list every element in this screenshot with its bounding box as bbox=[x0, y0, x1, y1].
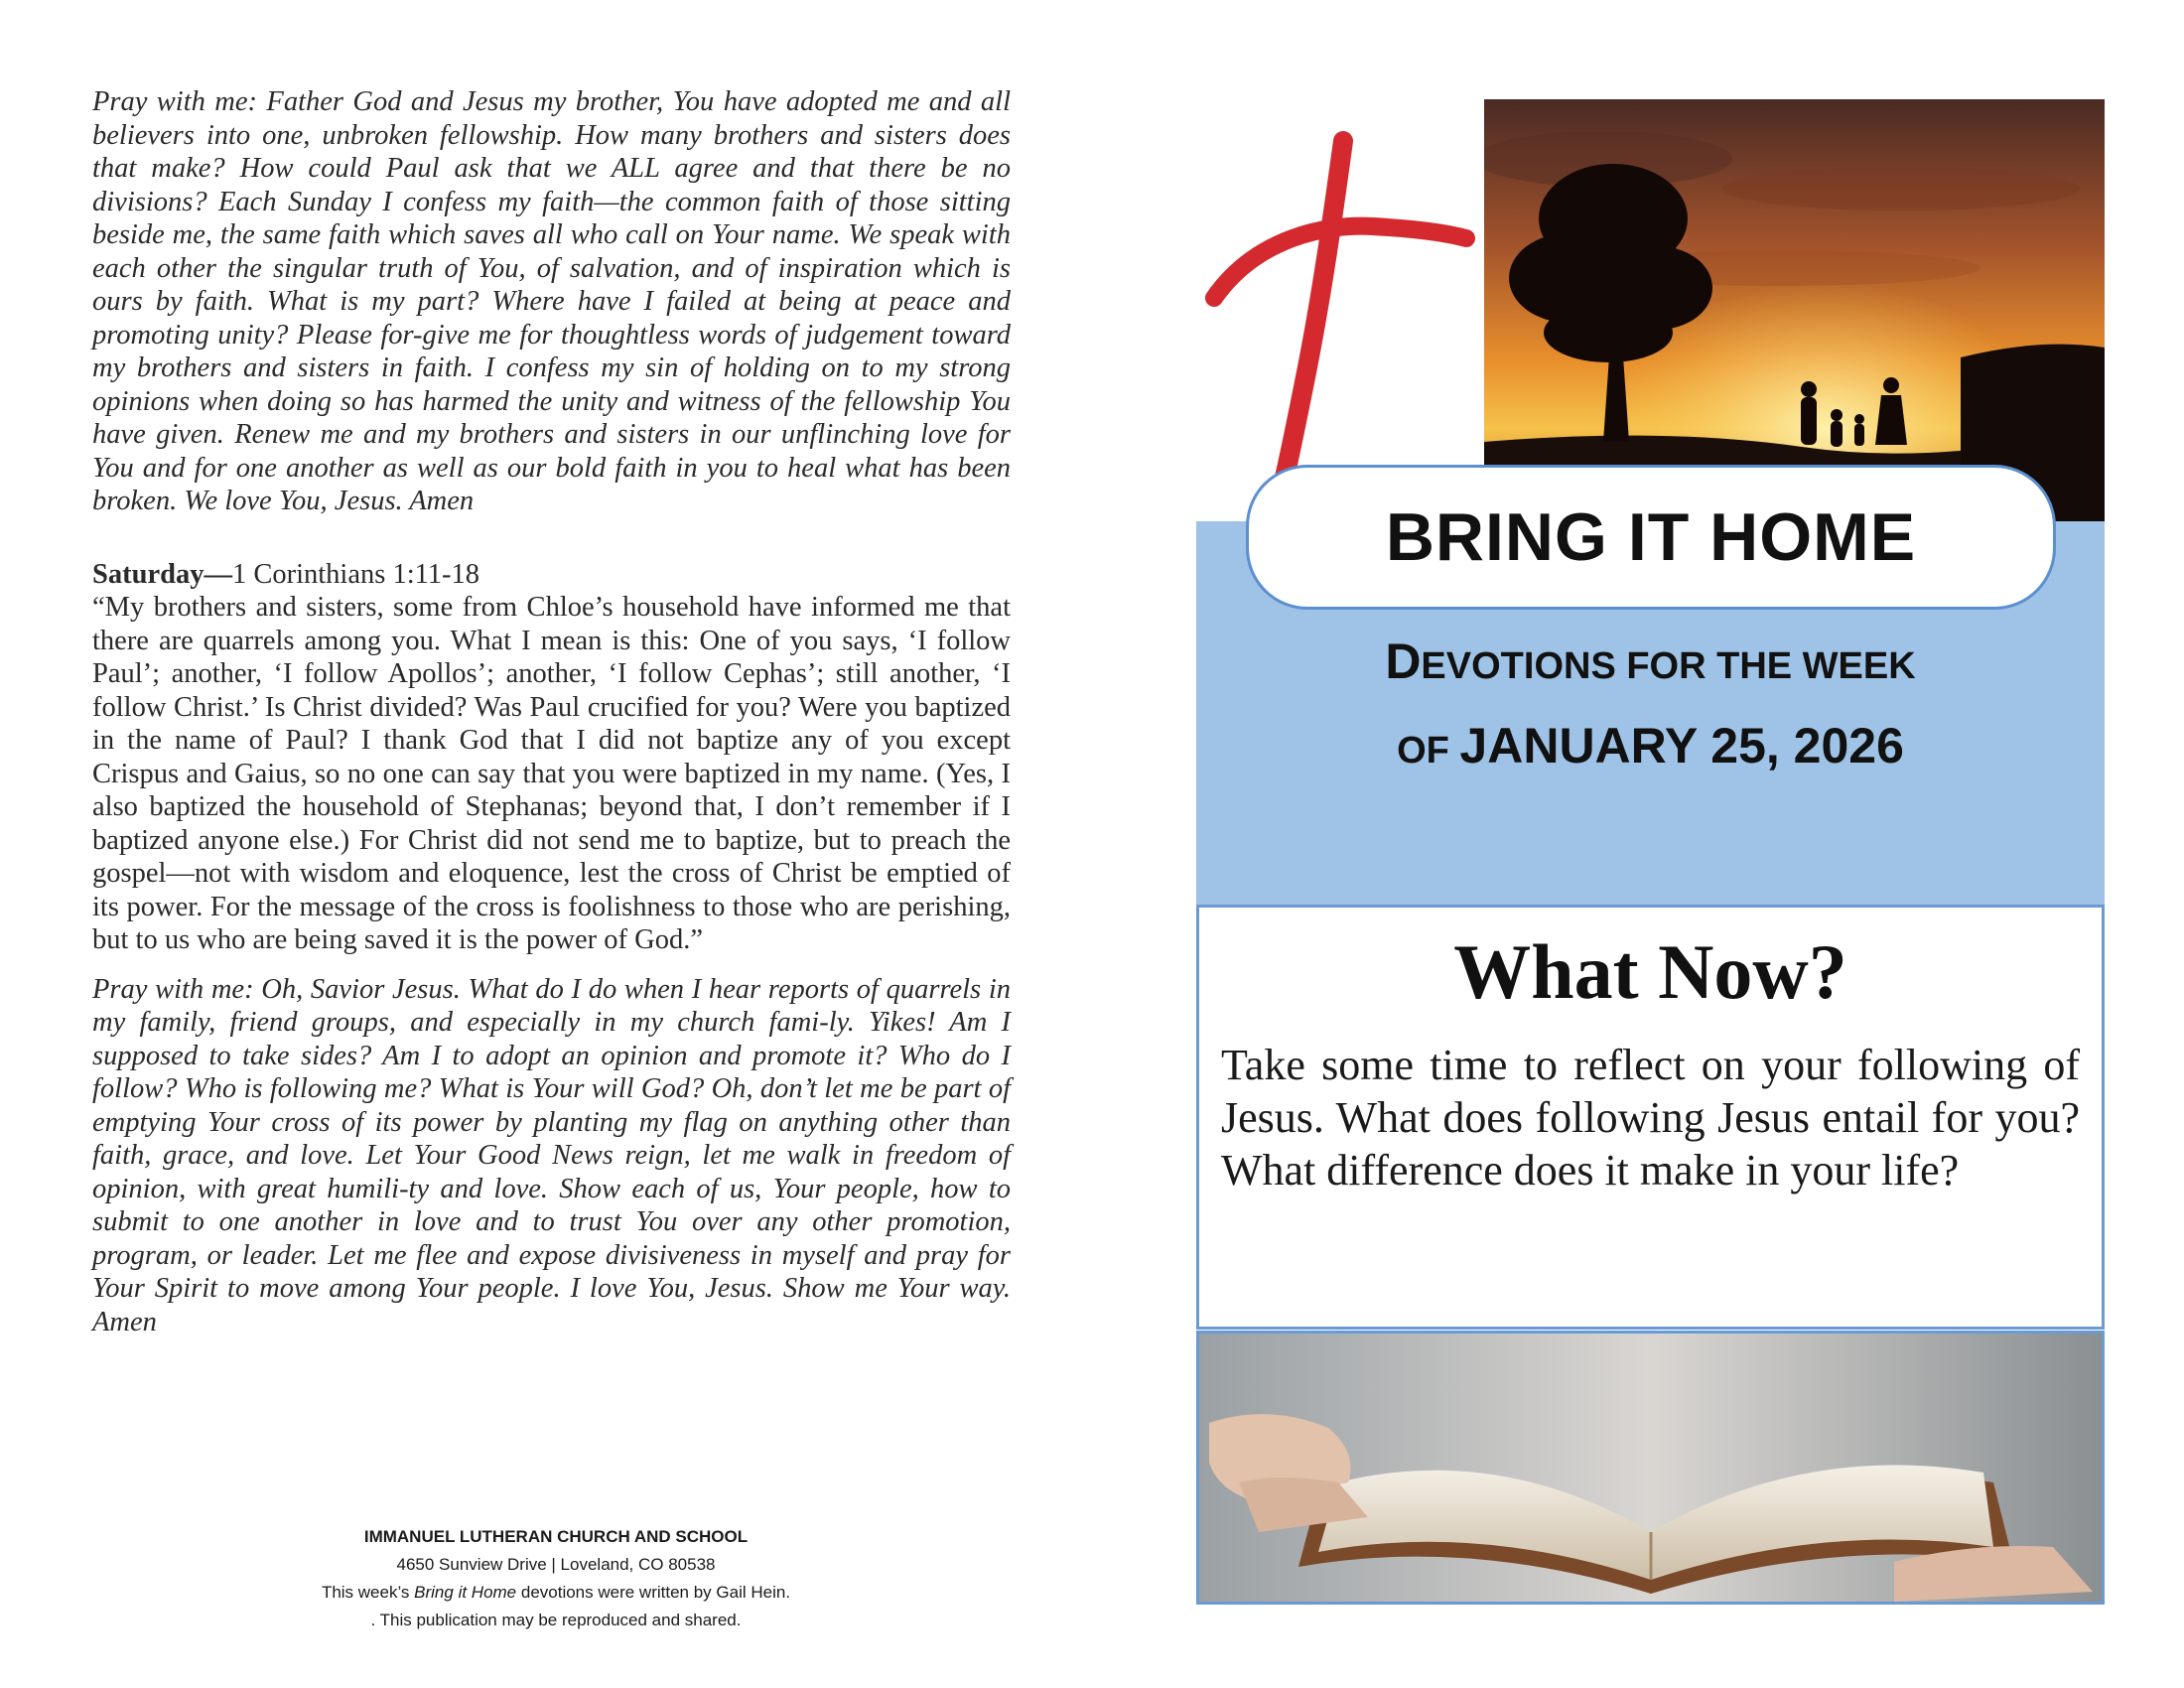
what-now-title: What Now? bbox=[1453, 928, 1847, 1015]
cover-subtitle bbox=[1196, 626, 2105, 794]
church-footer bbox=[228, 1523, 884, 1634]
church-address: 4650 Sunview Drive | Loveland, CO 80538 bbox=[396, 1555, 716, 1574]
subtitle-line-2 bbox=[1196, 710, 2105, 794]
subtitle-line-2-initial: J bbox=[1459, 718, 1488, 774]
reading-heading bbox=[92, 558, 1011, 592]
prayer-friday: Pray with me: Father God and Jesus my brother, You have adopted me and all believers into one, unbroken fellowship. How many brothers and sisters does that make? How could Paul ask that we ALL agree and that there be no divisions? Each Sunday I confess my faith—the common faith of those sitting beside me, the same faith which saves all who call on Your name. We speak with each other the singular truth of You, of salvation, and of inspiration which is ours by faith. What is my part? Where have I failed at being at peace and promoting unity? Please for-give me for thoughtless words of judgement toward my brothers and sisters in faith. I confess my sin of holding on to my strong opinions when doing so has harmed the unity and witness of the fellowship You have given. Renew me and my brothers and sisters in our unflinching love for You and for one another as well as our bold faith in you to heal what has been broken. We love You, Jesus. Amen bbox=[92, 86, 1011, 516]
open-bible-photo bbox=[1196, 1331, 2105, 1605]
credit-title: Bring it Home bbox=[414, 1583, 517, 1602]
subtitle-line-1-initial: D bbox=[1385, 633, 1422, 689]
church-name: IMMANUEL LUTHERAN CHURCH AND SCHOOL bbox=[363, 1527, 749, 1546]
what-now-text: Take some time to reflect on your following of Jesus. What does following Jesus entail for you? What difference does it make in your life? bbox=[1221, 1041, 2080, 1195]
scripture-reference: 1 Corinthians 1:11-18 bbox=[231, 558, 480, 590]
what-now-box bbox=[1196, 905, 2105, 1330]
sunset-family-photo bbox=[1484, 99, 2105, 521]
prayer-saturday: Pray with me: Oh, Savior Jesus. What do I do when I hear reports of quarrels in my family, friend groups, and especially in my church fami-ly. Yikes! Am I supposed to take sides? Am I to adopt an opinion and promote it? Who do I follow? Who is following me? What is Your will God? Oh, don’t let me be part of emptying Your cross of its power by planting my flag on anything other than faith, grace, and love. Let Your Good News reign, let me walk in freedom of opinion, with great humili-ty and love. Show each of us, Your people, how to submit to one another in love and to trust You over any other promotion, program, or leader. Let me flee and expose divisiveness in myself and pray for Your Spirit to move among Your people. I love You, Jesus. Show me Your way. Amen bbox=[92, 973, 1011, 1337]
reproduction-note: . This publication may be reproduced and shared. bbox=[370, 1611, 742, 1629]
subtitle-line-1 bbox=[1196, 626, 2105, 710]
subtitle-line-2-rest: ANUARY 25, 2026 bbox=[1487, 718, 1904, 774]
cover-page bbox=[1196, 99, 2105, 1604]
scripture-reading: “My brothers and sisters, some from Chloe’s household have informed me that there are quarrels among you. What I mean is this: One of you says, ‘I follow Paul’; another, ‘I follow Apollos’; another, ‘I follow Cephas’; still another, ‘I follow Christ.’ Is Christ divided? Was Paul crucified for you? Were you baptized in the name of Paul? I thank God that I did not baptize any of you except Crispus and Gaius, so no one can say that you were baptized in my name. (Yes, I also baptized the household of Stephanas; beyond that, I don’t remember if I baptized anyone else.) For Christ did not send me to baptize, but to preach the gospel—not with wisdom and eloquence, lest the cross of Christ be emptied of its power. For the message of the cross is foolishness to those who are perishing, but to us who are being saved it is the power of God.” bbox=[92, 592, 1011, 955]
left-page bbox=[92, 85, 1011, 1338]
credit-text: This week’s bbox=[321, 1583, 415, 1602]
author-credit bbox=[228, 1579, 884, 1607]
subtitle-line-1-rest: EVOTIONS FOR THE WEEK bbox=[1421, 645, 1916, 687]
cover-title: BRING IT HOME bbox=[1246, 465, 2056, 610]
credit-author: devotions were written by Gail Hein. bbox=[516, 1583, 791, 1602]
day-label: Saturday— bbox=[92, 558, 232, 590]
subtitle-line-2-prefix: OF bbox=[1397, 730, 1460, 772]
